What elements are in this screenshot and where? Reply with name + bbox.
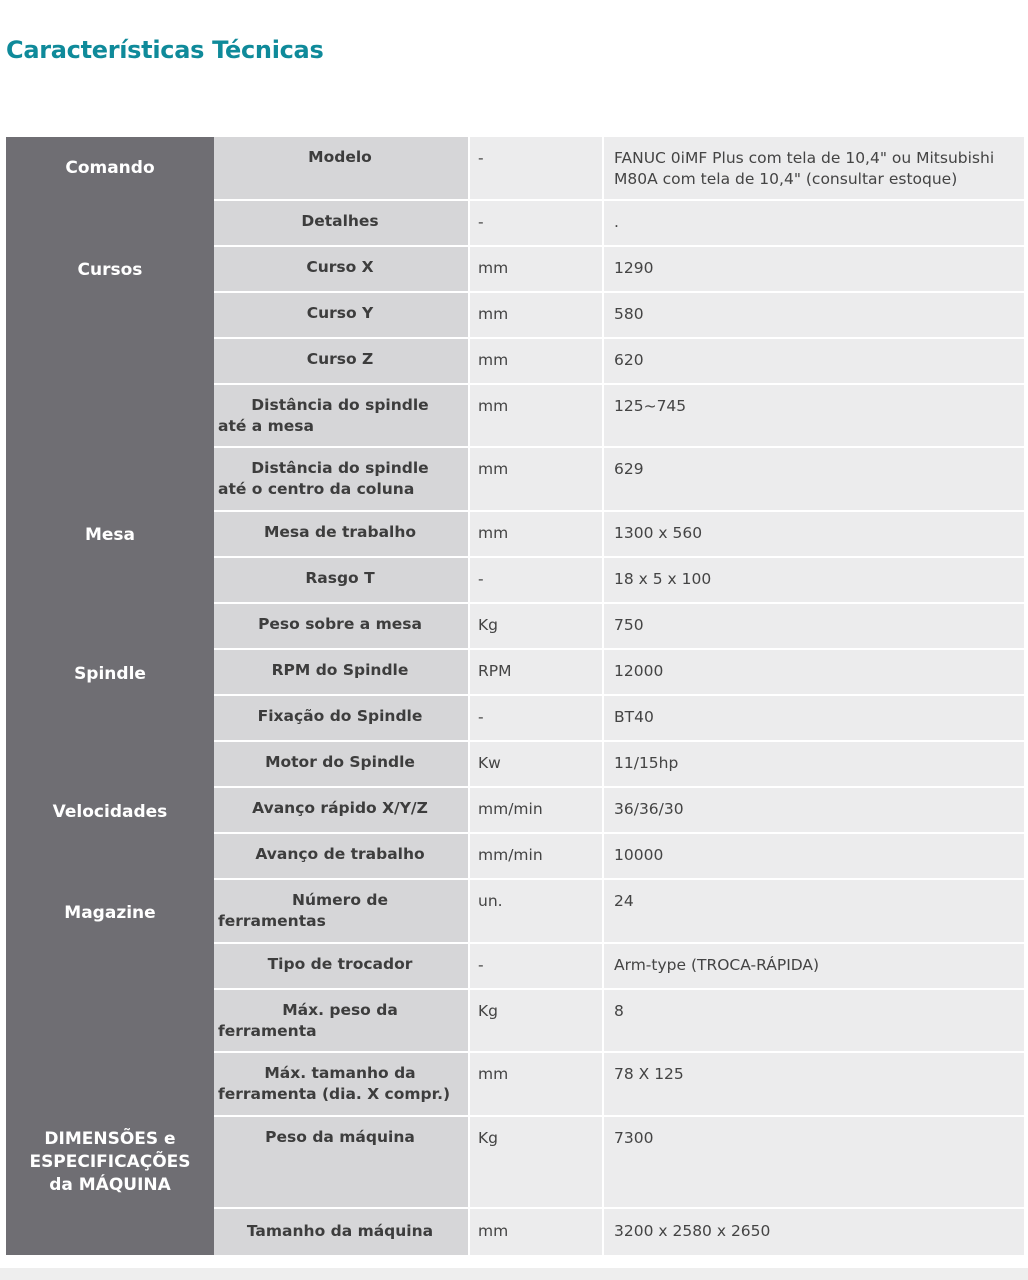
row-value: 1290 bbox=[604, 247, 1024, 291]
row-label: Modelo bbox=[214, 137, 468, 199]
row-value: 629 bbox=[604, 448, 1024, 510]
row-value: 18 x 5 x 100 bbox=[604, 558, 1024, 602]
row-value: 78 X 125 bbox=[604, 1053, 1024, 1115]
row-label-line-2: ferramenta bbox=[218, 1022, 317, 1040]
row-unit: mm bbox=[470, 293, 602, 337]
row-label: Detalhes bbox=[214, 201, 468, 245]
row-label: Tipo de trocador bbox=[214, 944, 468, 988]
row-label: Curso Z bbox=[214, 339, 468, 383]
row-label bbox=[214, 880, 468, 942]
table-row bbox=[214, 944, 1024, 988]
row-label-line-1: Máx. peso da bbox=[282, 1001, 398, 1019]
row-label: Avanço rápido X/Y/Z bbox=[214, 788, 468, 832]
row-label-line-1: Máx. tamanho da bbox=[264, 1064, 416, 1082]
row-unit: mm/min bbox=[470, 834, 602, 878]
row-label bbox=[214, 448, 468, 510]
row-unit: - bbox=[470, 137, 602, 199]
table-row bbox=[214, 247, 1024, 291]
row-label: Peso da máquina bbox=[214, 1117, 468, 1207]
row-label-line-2: ferramentas bbox=[218, 912, 326, 930]
row-value: 750 bbox=[604, 604, 1024, 648]
row-value: 1300 x 560 bbox=[604, 512, 1024, 556]
row-unit: mm bbox=[470, 1053, 602, 1115]
row-unit: RPM bbox=[470, 650, 602, 694]
row-unit: mm bbox=[470, 512, 602, 556]
row-value: 36/36/30 bbox=[604, 788, 1024, 832]
category-label-cursos: Cursos bbox=[77, 260, 143, 280]
row-label bbox=[214, 385, 468, 446]
table-row bbox=[214, 339, 1024, 383]
row-unit: mm bbox=[470, 385, 602, 446]
row-value: FANUC 0iMF Plus com tela de 10,4" ou Mitsubishi M80A com tela de 10,4" (consultar estoque) bbox=[604, 137, 1024, 199]
table-row bbox=[214, 604, 1024, 648]
category-label-mesa: Mesa bbox=[84, 525, 136, 545]
row-label-line-2: ferramenta (dia. X compr.) bbox=[218, 1085, 451, 1103]
table-row bbox=[214, 788, 1024, 832]
row-value: 8 bbox=[604, 990, 1024, 1051]
table-row bbox=[214, 385, 1024, 446]
table-row bbox=[214, 742, 1024, 786]
row-label-line-2: até o centro da coluna bbox=[218, 480, 415, 498]
row-label: Motor do Spindle bbox=[214, 742, 468, 786]
category-label-dimensoes: DIMENSÕES e ESPECIFICAÇÕES da MÁQUINA bbox=[29, 1129, 191, 1195]
category-label-spindle: Spindle bbox=[74, 664, 146, 684]
page-title: Características Técnicas bbox=[6, 36, 324, 64]
spec-table bbox=[6, 137, 1024, 1255]
row-value: 10000 bbox=[604, 834, 1024, 878]
row-label: Peso sobre a mesa bbox=[214, 604, 468, 648]
table-row bbox=[214, 990, 1024, 1051]
row-unit: mm bbox=[470, 247, 602, 291]
table-row bbox=[214, 201, 1024, 245]
row-value: 125~745 bbox=[604, 385, 1024, 446]
row-label-line-2: até a mesa bbox=[218, 417, 314, 435]
table-row bbox=[214, 1053, 1024, 1115]
row-unit: - bbox=[470, 201, 602, 245]
row-label: Tamanho da máquina bbox=[214, 1209, 468, 1255]
row-value: Arm-type (TROCA-RÁPIDA) bbox=[604, 944, 1024, 988]
row-label: Fixação do Spindle bbox=[214, 696, 468, 740]
table-row bbox=[214, 137, 1024, 199]
table-row bbox=[214, 1209, 1024, 1255]
table-row bbox=[214, 448, 1024, 510]
row-unit: - bbox=[470, 696, 602, 740]
row-label bbox=[214, 1053, 468, 1115]
row-value: . bbox=[604, 201, 1024, 245]
table-row bbox=[214, 558, 1024, 602]
table-row bbox=[214, 1117, 1024, 1207]
row-label-line-1: Distância do spindle bbox=[251, 459, 429, 477]
category-label-comando: Comando bbox=[65, 158, 155, 178]
row-value: 620 bbox=[604, 339, 1024, 383]
row-label bbox=[214, 990, 468, 1051]
row-label: Curso X bbox=[214, 247, 468, 291]
row-label: Curso Y bbox=[214, 293, 468, 337]
row-label: RPM do Spindle bbox=[214, 650, 468, 694]
category-label-velocidades: Velocidades bbox=[52, 802, 168, 822]
row-unit: mm bbox=[470, 339, 602, 383]
table-row bbox=[214, 696, 1024, 740]
table-row bbox=[214, 650, 1024, 694]
bottom-divider bbox=[0, 1268, 1028, 1280]
row-unit: - bbox=[470, 944, 602, 988]
category-label-magazine: Magazine bbox=[64, 903, 156, 923]
row-value: BT40 bbox=[604, 696, 1024, 740]
row-unit: mm/min bbox=[470, 788, 602, 832]
table-row bbox=[214, 834, 1024, 878]
row-value: 12000 bbox=[604, 650, 1024, 694]
row-label-line-1: Número de bbox=[292, 891, 388, 909]
row-unit: Kg bbox=[470, 990, 602, 1051]
row-value: 24 bbox=[604, 880, 1024, 942]
row-unit: mm bbox=[470, 448, 602, 510]
table-row bbox=[214, 293, 1024, 337]
row-label: Rasgo T bbox=[214, 558, 468, 602]
table-row bbox=[214, 512, 1024, 556]
row-value: 7300 bbox=[604, 1117, 1024, 1207]
row-label-line-1: Distância do spindle bbox=[251, 396, 429, 414]
category-column bbox=[6, 137, 214, 1255]
row-unit: Kg bbox=[470, 604, 602, 648]
row-unit: un. bbox=[470, 880, 602, 942]
row-unit: - bbox=[470, 558, 602, 602]
row-value: 11/15hp bbox=[604, 742, 1024, 786]
row-label: Avanço de trabalho bbox=[214, 834, 468, 878]
row-value: 580 bbox=[604, 293, 1024, 337]
row-label: Mesa de trabalho bbox=[214, 512, 468, 556]
row-unit: Kw bbox=[470, 742, 602, 786]
row-unit: mm bbox=[470, 1209, 602, 1255]
row-value: 3200 x 2580 x 2650 bbox=[604, 1209, 1024, 1255]
row-unit: Kg bbox=[470, 1117, 602, 1207]
table-row bbox=[214, 880, 1024, 942]
